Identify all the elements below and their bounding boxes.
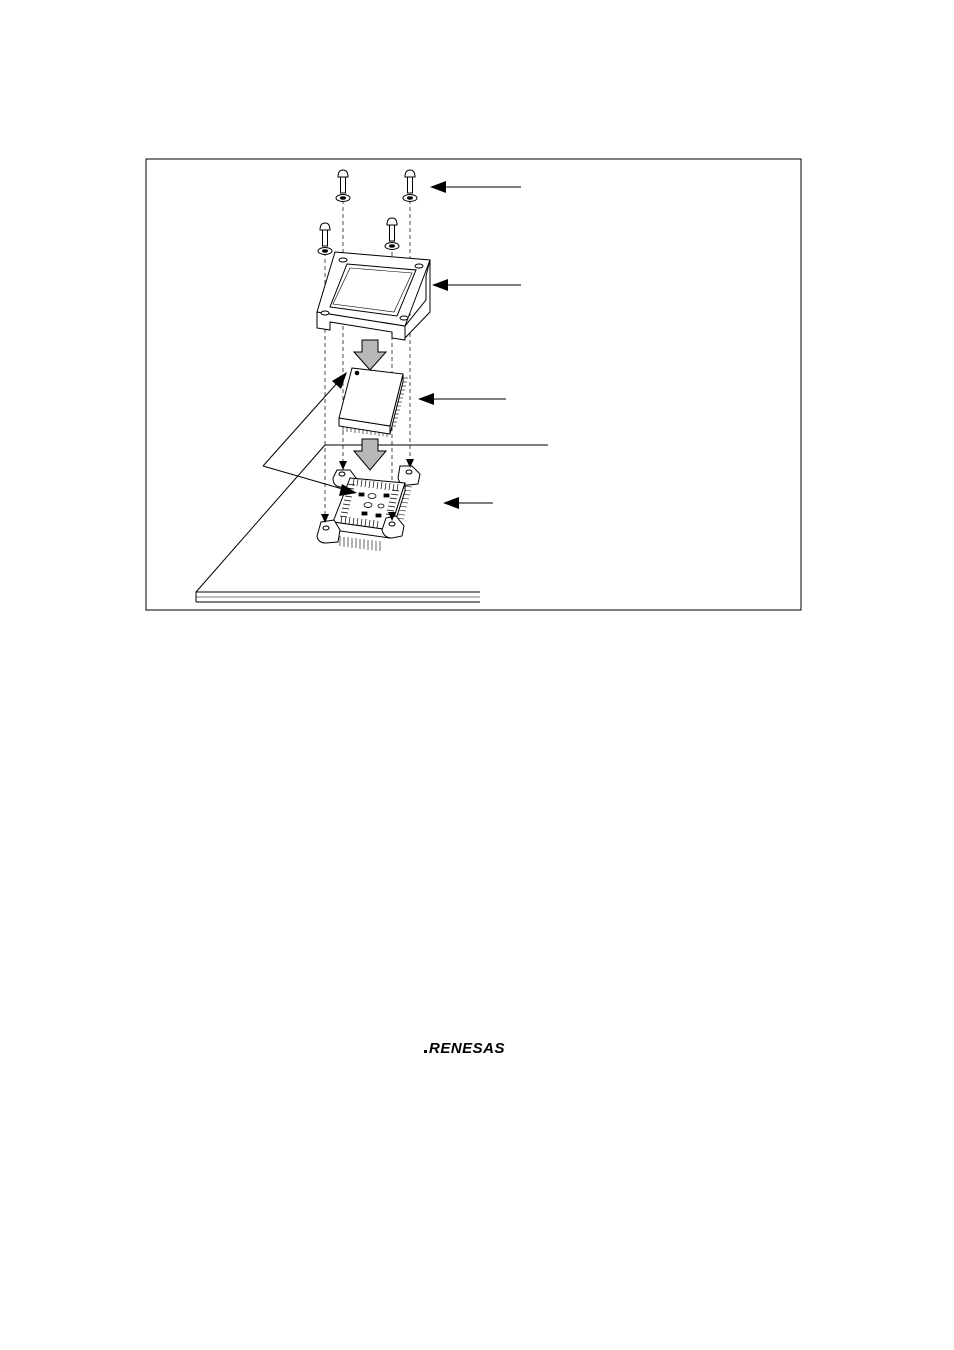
logo-text: RENESAS — [429, 1040, 506, 1057]
down-arrow-icon — [354, 340, 386, 370]
leader-arrowheads — [332, 181, 459, 509]
renesas-logo — [422, 1037, 526, 1059]
ic-socket — [317, 466, 420, 551]
screw-and-washer — [318, 170, 417, 255]
down-arrow-icon — [354, 439, 386, 470]
logo-dot — [424, 1050, 427, 1053]
socket-cover — [317, 252, 430, 340]
ic-package — [339, 368, 408, 437]
figure-frame — [146, 159, 801, 610]
